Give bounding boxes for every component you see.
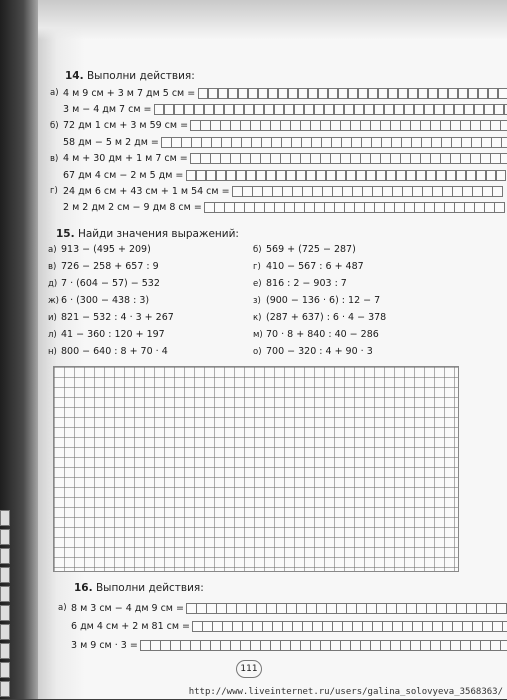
exercise-row bbox=[50, 202, 505, 214]
exercise-row bbox=[50, 87, 507, 99]
item-label: д) bbox=[48, 279, 58, 289]
answer-boxes[interactable] bbox=[205, 202, 505, 213]
item-label: к) bbox=[253, 313, 262, 323]
expression-text: 410 − 567 : 6 + 487 bbox=[266, 261, 364, 272]
item-label: г) bbox=[50, 186, 58, 197]
answer-boxes[interactable] bbox=[191, 120, 507, 131]
expression bbox=[253, 312, 386, 323]
item-label: б) bbox=[253, 245, 262, 255]
item-label: ж) bbox=[48, 296, 59, 306]
task-15-heading: 15. Найди значения выражений: bbox=[56, 228, 239, 240]
exercise-row bbox=[50, 136, 507, 148]
expression-text: 816 : 2 − 903 : 7 bbox=[266, 278, 347, 289]
answer-boxes[interactable] bbox=[141, 640, 507, 651]
item-label: м) bbox=[253, 330, 263, 340]
exercise-text: 24 дм 6 см + 43 см + 1 м 54 см = bbox=[63, 185, 230, 197]
item-label: г) bbox=[253, 262, 261, 272]
item-label: л) bbox=[48, 330, 57, 340]
expression bbox=[253, 244, 356, 255]
answer-boxes[interactable] bbox=[233, 186, 503, 197]
expression-text: 913 − (495 + 209) bbox=[61, 244, 151, 255]
item-label: е) bbox=[253, 279, 262, 289]
expression bbox=[48, 261, 159, 272]
expression bbox=[48, 278, 160, 289]
expression-text: 700 − 320 : 4 + 90 · 3 bbox=[266, 346, 373, 357]
answer-boxes[interactable] bbox=[162, 137, 507, 148]
expression-text: 7 · (604 − 57) − 532 bbox=[61, 278, 160, 289]
exercise-row bbox=[50, 185, 503, 197]
item-label: а) bbox=[50, 88, 59, 98]
answer-boxes[interactable] bbox=[191, 153, 507, 164]
item-label: о) bbox=[253, 347, 262, 357]
expression bbox=[48, 329, 165, 340]
exercise-row bbox=[50, 153, 507, 165]
expression-text: 41 − 360 : 120 + 197 bbox=[61, 329, 165, 340]
exercise-row bbox=[50, 169, 506, 181]
exercise-row bbox=[58, 602, 507, 614]
expression bbox=[48, 312, 174, 323]
expression bbox=[48, 346, 168, 357]
page-number: 111 bbox=[236, 660, 262, 678]
item-label: н) bbox=[48, 347, 57, 357]
exercise-row bbox=[50, 103, 507, 115]
expression-text: 569 + (725 − 287) bbox=[266, 244, 356, 255]
exercise-text: 6 дм 4 см + 2 м 81 см = bbox=[71, 621, 191, 632]
item-label: в) bbox=[50, 153, 59, 164]
item-label: в) bbox=[48, 262, 57, 272]
expression-text: 70 · 8 + 840 : 40 − 286 bbox=[266, 329, 379, 340]
expression bbox=[253, 261, 364, 272]
expression bbox=[253, 278, 347, 289]
expression bbox=[253, 346, 373, 357]
watermark-url: http://www.liveinternet.ru/users/galina_solovyeva_3568363/ bbox=[188, 687, 503, 697]
answer-boxes[interactable] bbox=[154, 104, 507, 115]
item-label: и) bbox=[48, 313, 57, 323]
task-14-heading: 14. Выполни действия: bbox=[65, 70, 195, 82]
expression-text: (287 + 637) : 6 · 4 − 378 bbox=[266, 312, 387, 323]
answer-boxes[interactable] bbox=[187, 603, 507, 614]
answer-grid bbox=[53, 366, 459, 572]
answer-boxes[interactable] bbox=[198, 88, 507, 99]
exercise-text: 67 дм 4 см − 2 м 5 дм = bbox=[63, 169, 184, 181]
exercise-text: 2 м 2 дм 2 см − 9 дм 8 см = bbox=[63, 202, 202, 214]
expression bbox=[48, 244, 151, 255]
exercise-text: 72 дм 1 см + 3 м 59 см = bbox=[63, 120, 189, 132]
exercise-row bbox=[50, 120, 507, 132]
answer-boxes[interactable] bbox=[193, 621, 507, 632]
expression-text: 821 − 532 : 4 · 3 + 267 bbox=[61, 312, 174, 323]
expression-text: 726 − 258 + 657 : 9 bbox=[61, 261, 159, 272]
expression-text: 6 · (300 − 438 : 3) bbox=[61, 295, 150, 306]
exercise-text: 8 м 3 см − 4 дм 9 см = bbox=[71, 602, 184, 614]
answer-boxes[interactable] bbox=[186, 170, 506, 181]
exercise-row bbox=[58, 639, 507, 651]
item-label: а) bbox=[48, 245, 57, 255]
expression bbox=[48, 295, 149, 306]
item-label: з) bbox=[253, 296, 261, 306]
exercise-row bbox=[58, 621, 507, 633]
expression bbox=[253, 295, 380, 306]
item-label: б) bbox=[50, 120, 59, 131]
exercise-text: 3 м − 4 дм 7 см = bbox=[63, 103, 152, 115]
exercise-text: 3 м 9 см · 3 = bbox=[71, 639, 138, 651]
item-label: а) bbox=[58, 603, 67, 613]
expression bbox=[253, 329, 379, 340]
expression-text: 800 − 640 : 8 + 70 · 4 bbox=[61, 346, 168, 357]
exercise-text: 58 дм − 5 м 2 дм = bbox=[63, 136, 159, 148]
expression-text: (900 − 136 · 6) : 12 − 7 bbox=[266, 295, 381, 306]
exercise-text: 4 м + 30 дм + 1 м 7 см = bbox=[63, 153, 188, 165]
exercise-text: 4 м 9 см + 3 м 7 дм 5 см = bbox=[63, 87, 196, 99]
prev-page-edge bbox=[0, 510, 10, 700]
task-16-heading: 16. Выполни действия: bbox=[74, 582, 204, 594]
